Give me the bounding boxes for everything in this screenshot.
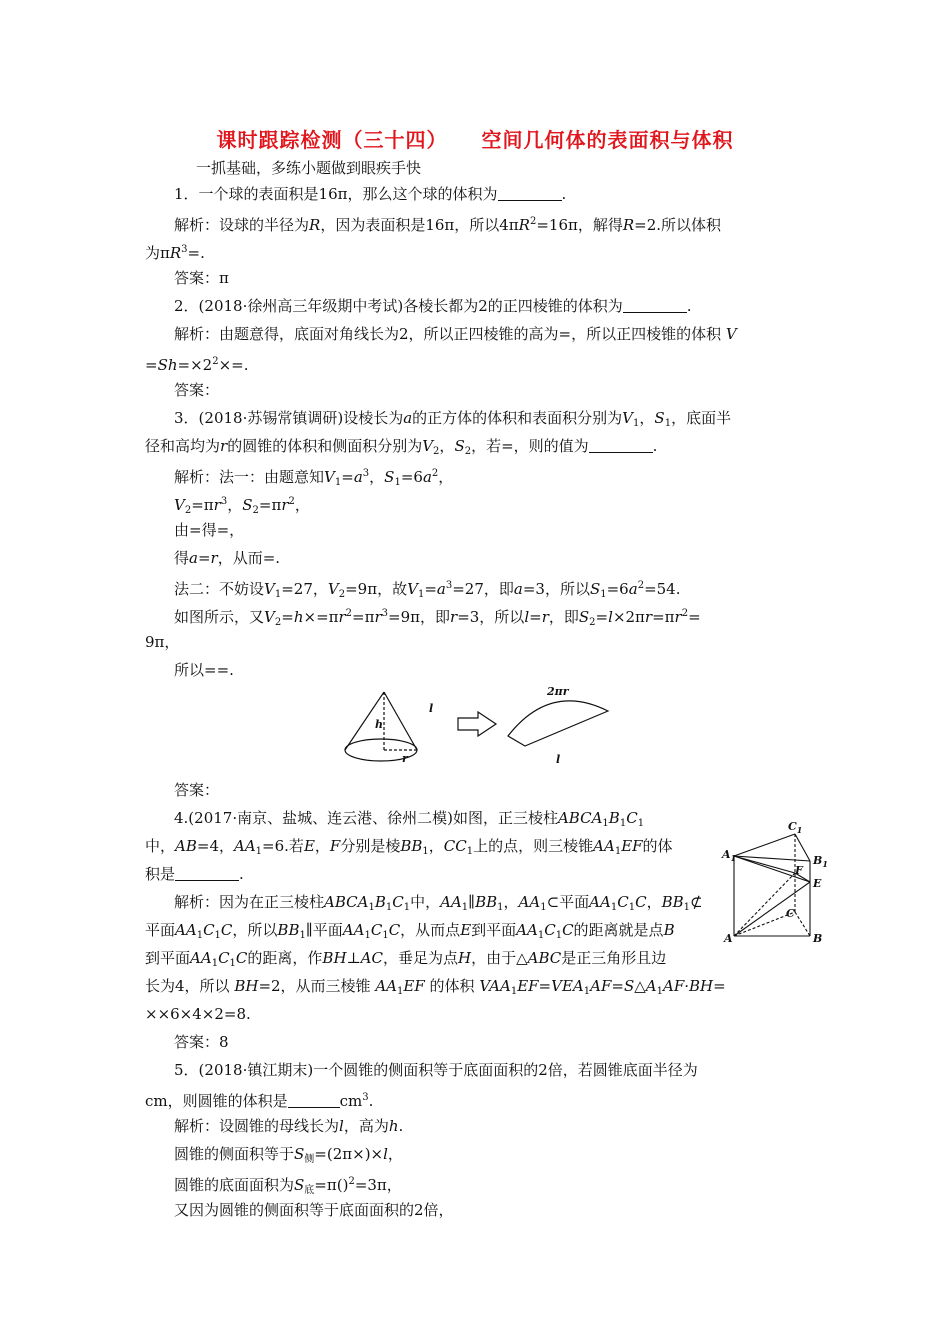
q5-solution-2: 圆锥的侧面积等于$S_侧=(2\pi\times)\times l$， bbox=[174, 1145, 403, 1165]
q4-solution-4: 长为4，所以 BH=2，从而三棱锥 $AA_1EF$ 的体积 $VAA_1EF=VEA_1AF=S\triangle A_1AF\cdot BH=$ bbox=[145, 977, 726, 997]
q3-solution-8: 所以==. bbox=[174, 661, 234, 679]
q5-stem-1: 5．(2018·镇江期末)一个圆锥的侧面积等于底面面积的2倍，若圆锥底面半径为 bbox=[174, 1061, 698, 1079]
label-arc: 2πr bbox=[547, 685, 569, 698]
edge-a-f bbox=[734, 873, 795, 936]
q5-solution-4: 又因为圆锥的侧面积等于底面面积的2倍， bbox=[174, 1201, 454, 1219]
q2-solution-1: 解析：由题意得，底面对角线长为2，所以正四棱锥的高为=，所以正四棱锥的体积 V bbox=[174, 325, 737, 343]
q2-answer: 答案： bbox=[174, 381, 220, 399]
q1-stem: 1．一个球的表面积是16π，那么这个球的体积为 . bbox=[174, 185, 567, 203]
label-f: F bbox=[795, 864, 803, 877]
label-c: C bbox=[786, 907, 795, 920]
label-b: B bbox=[813, 932, 823, 945]
edge-c-b bbox=[795, 912, 810, 936]
q5-stem-2: cm，则圆锥的体积是 $cm^3$. bbox=[145, 1092, 374, 1110]
q4-stem-1: 4.(2017·南京、盐城、连云港、徐州二模)如图，正三棱柱$ABCA_1B_1C_1$ bbox=[174, 809, 645, 829]
q1-solution-1: 解析：设球的半径为R，因为表面积是16π，所以$4\pi R^2=16\pi$，解得R=2.所以体积 bbox=[174, 216, 722, 234]
q4-stem-2: 中，AB=4，$AA_1=6$.若E，F分别是棱$BB_1$，$CC_1$上的点，则三棱锥$AA_1EF$的体 bbox=[145, 837, 673, 857]
q1-solution-2: 为$\pi R^3=$. bbox=[145, 244, 205, 262]
label-r: r bbox=[402, 752, 408, 765]
q4-solution-2: 平面$AA_1C_1C$，所以$BB_1\parallel$平面$AA_1C_1C$，从而点E到平面$AA_1C_1C$的距离就是点B bbox=[145, 921, 675, 941]
edge-a-e bbox=[734, 882, 810, 936]
label-l: l bbox=[429, 702, 434, 715]
q4-solution-1: 解析：因为在正三棱柱$ABCA_1B_1C_1$中，$AA_1\parallel BB_1$，$AA_1\subset$平面$AA_1C_1C$，$BB_1⊄$ bbox=[174, 893, 703, 913]
prism-figure bbox=[720, 818, 830, 950]
label-a: A bbox=[724, 932, 733, 945]
sector bbox=[508, 701, 608, 746]
label-sector-l: l bbox=[556, 753, 561, 766]
label-e: E bbox=[813, 877, 822, 890]
q5-solution-3: 圆锥的底面面积为$S_底=\pi()^2=3\pi$， bbox=[174, 1176, 402, 1196]
cone-unfold-figure bbox=[340, 684, 640, 766]
q3-solution-5: 法二：不妨设$V_1=27$，$V_2=9\pi$，故$V_1=a^3=27$，即a=3，所以$S_1=6a^2=54$. bbox=[174, 580, 681, 600]
q1-answer: 答案：π bbox=[174, 269, 229, 287]
edge-c1-b1 bbox=[795, 834, 810, 861]
page-title: 课时跟踪检测（三十四） 空间几何体的表面积与体积 bbox=[216, 128, 734, 152]
q3-solution-1: 解析：法一：由题意知$V_1=a^3$，$S_1=6a^2$， bbox=[174, 468, 454, 488]
q4-solution-5: ××6×4×2=8. bbox=[145, 1005, 251, 1023]
label-a1: $A_1$ bbox=[722, 848, 737, 863]
q3-solution-2: $V_2=\pi r^3$，$S_2=\pi r^2$， bbox=[174, 496, 310, 516]
arrow-icon bbox=[458, 712, 496, 736]
q5-solution-1: 解析：设圆锥的母线长为l，高为h. bbox=[174, 1117, 404, 1135]
label-h: h bbox=[375, 718, 383, 731]
q2-solution-2: $=Sh=\times 2^2\times=$. bbox=[145, 356, 249, 374]
q4-stem-3: 积是 . bbox=[145, 865, 244, 883]
q3-solution-6: 如图所示，又$V_2=h\times=\pi r^2=\pi r^3=9\pi$，即r=3，所以l=r，即$S_2=l\times 2\pi r=\pi r^2=$ bbox=[174, 608, 701, 628]
q4-answer: 答案：8 bbox=[174, 1033, 229, 1051]
q3-solution-4: 得a=r，从而=. bbox=[174, 549, 281, 567]
edge-a1-c1 bbox=[734, 834, 795, 856]
q3-solution-7: 9π， bbox=[145, 633, 180, 651]
q3-solution-3: 由=得=， bbox=[174, 521, 245, 539]
q3-answer: 答案： bbox=[174, 781, 220, 799]
section-heading: 一抓基础，多练小题做到眼疾手快 bbox=[196, 159, 422, 177]
q2-stem: 2．(2018·徐州高三年级期中考试)各棱长都为2的正四棱锥的体积为 . bbox=[174, 297, 692, 315]
label-b1: $B_1$ bbox=[813, 854, 828, 869]
label-c1: $C_1$ bbox=[788, 820, 803, 835]
q4-solution-3: 到平面$AA_1C_1C$的距离，作BH⊥AC，垂足为点H，由于△ABC是正三角形且边 bbox=[145, 949, 667, 969]
q3-stem-1: 3．(2018·苏锡常镇调研)设棱长为a的正方体的体积和表面积分别为$V_1$，$S_1$，底面半 bbox=[174, 409, 732, 429]
q3-stem-2: 径和高均为r的圆锥的体积和侧面积分别为$V_2$，$S_2$，若=，则的值为 . bbox=[145, 437, 658, 457]
